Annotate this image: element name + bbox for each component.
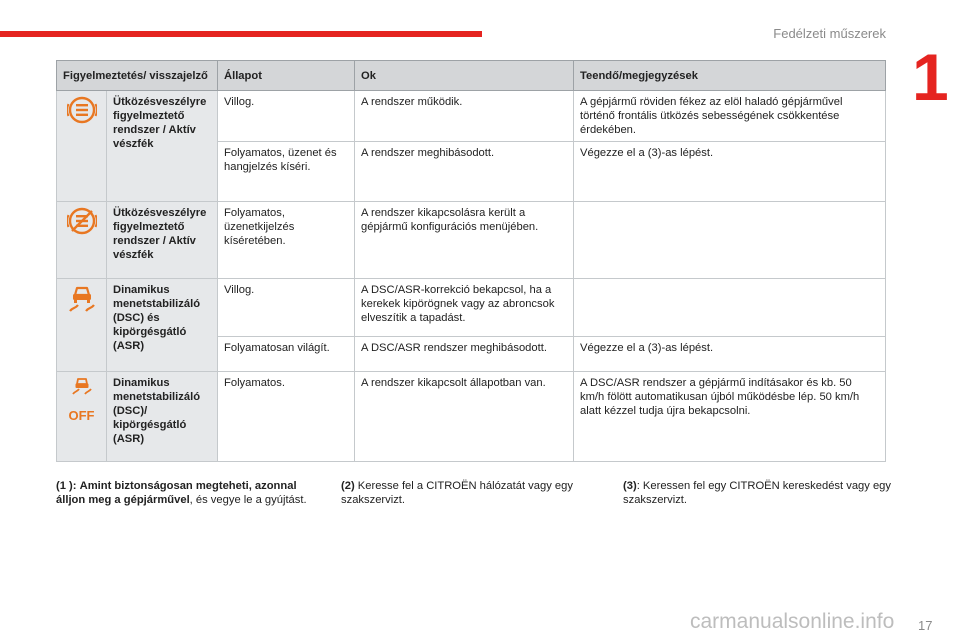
footnote-1-bold: Amint biztonságosan megteheti, azonnal álljon meg a gépjárművel xyxy=(56,480,297,506)
footnote-2-key: (2) xyxy=(341,480,355,492)
page-number: 17 xyxy=(918,618,933,633)
cause-cell: A rendszer működik. xyxy=(355,91,574,142)
header-red-bar xyxy=(0,31,482,37)
table-row xyxy=(57,279,886,337)
warning-label: Dinamikus menetstabilizáló (DSC) és kipörgésgátló (ASR) xyxy=(107,279,218,372)
column-header-cause: Ok xyxy=(355,61,574,91)
off-label: OFF xyxy=(68,408,95,423)
action-cell: Végezze el a (3)-as lépést. xyxy=(574,142,886,202)
action-cell: Végezze el a (3)-as lépést. xyxy=(574,337,886,372)
column-header-warning: Figyelmeztetés/ visszajelző xyxy=(57,61,218,91)
cause-cell: A rendszer kikapcsolásra került a gépjármű konfigurációs menüjében. xyxy=(355,202,574,279)
warning-icon-cell xyxy=(57,279,107,372)
column-header-state: Állapot xyxy=(218,61,355,91)
warning-label: Ütközésveszélyre figyelmeztető rendszer / Aktív vészfék xyxy=(107,202,218,279)
warning-lights-table xyxy=(56,60,886,462)
dsc-asr-icon xyxy=(67,283,97,313)
warning-icon-cell xyxy=(57,202,107,279)
footnote-3 xyxy=(623,479,893,507)
state-cell: Villog. xyxy=(218,91,355,142)
action-cell xyxy=(574,202,886,279)
warning-icon-cell xyxy=(57,372,107,462)
collision-warning-icon xyxy=(67,95,97,125)
action-cell: A gépjármű röviden fékez az elöl haladó gépjárművel történő frontális ütközés sebességének csökkentése érdekében. xyxy=(574,91,886,142)
collision-warning-off-icon xyxy=(67,206,97,236)
table-header-row xyxy=(57,61,886,91)
warning-label: Dinamikus menetstabilizáló (DSC)/ kipörgésgátló (ASR) xyxy=(107,372,218,462)
state-cell: Folyamatosan világít. xyxy=(218,337,355,372)
footnote-3-key: (3) xyxy=(623,480,637,492)
warning-icon-cell xyxy=(57,91,107,202)
footnote-2-text: Keresse fel a CITROËN hálózatát vagy egy szakszervizt. xyxy=(341,480,573,506)
watermark: carmanualsonline.info xyxy=(690,610,895,633)
action-cell xyxy=(574,279,886,337)
table-row xyxy=(57,91,886,142)
cause-cell: A DSC/ASR rendszer meghibásodott. xyxy=(355,337,574,372)
section-title: Fedélzeti műszerek xyxy=(773,26,886,41)
state-cell: Villog. xyxy=(218,279,355,337)
cause-cell: A rendszer kikapcsolt állapotban van. xyxy=(355,372,574,462)
chapter-number: 1 xyxy=(912,40,949,114)
footnote-1-key: (1 ): xyxy=(56,480,77,492)
warning-label: Ütközésveszélyre figyelmeztető rendszer / Aktív vészfék xyxy=(107,91,218,202)
dsc-asr-off-icon xyxy=(67,376,97,406)
footnote-2 xyxy=(341,479,611,507)
state-cell: Folyamatos, üzenetkijelzés kíséretében. xyxy=(218,202,355,279)
state-cell: Folyamatos. xyxy=(218,372,355,462)
footnote-3-text: : Keressen fel egy CITROËN kereskedést vagy egy szakszervizt. xyxy=(623,480,892,506)
cause-cell: A rendszer meghibásodott. xyxy=(355,142,574,202)
table-row xyxy=(57,372,886,462)
action-cell: A DSC/ASR rendszer a gépjármű indításakor és kb. 50 km/h fölött automatikusan újból működésbe lép. 50 km/h alatt kézzel tudja újra bekapcsolni. xyxy=(574,372,886,462)
state-cell: Folyamatos, üzenet és hangjelzés kíséri. xyxy=(218,142,355,202)
footnote-1-rest: , és vegye le a gyújtást. xyxy=(189,494,307,506)
cause-cell: A DSC/ASR-korrekció bekapcsol, ha a kerekek kipörögnek vagy az abroncsok elveszítik a tapadást. xyxy=(355,279,574,337)
table-row xyxy=(57,202,886,279)
column-header-action: Teendő/megjegyzések xyxy=(574,61,886,91)
footnote-1 xyxy=(56,479,326,507)
